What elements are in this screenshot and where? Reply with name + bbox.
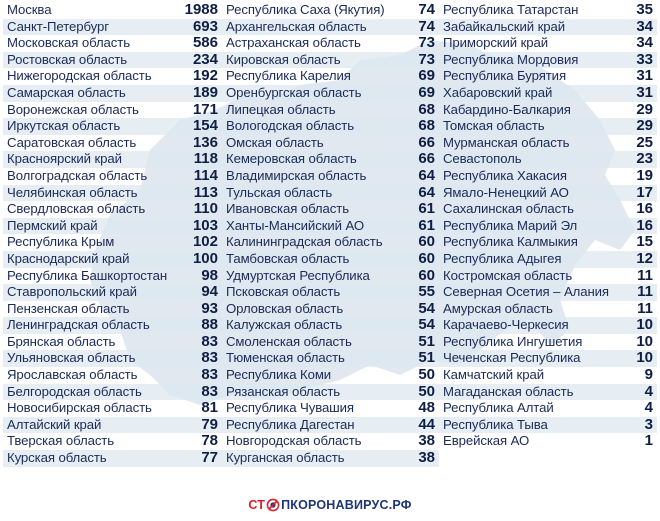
table-row: [222, 384, 439, 401]
region-name: Астраханская область: [226, 35, 361, 51]
region-name: Республика Хакасия: [443, 167, 567, 183]
region-name: Иркутская область: [7, 118, 121, 134]
table-row: [439, 433, 657, 450]
region-name: Сахалинская область: [443, 201, 574, 217]
case-count: 54: [418, 299, 435, 317]
case-count: 118: [193, 150, 218, 168]
case-count: 16: [636, 200, 653, 218]
region-name: Хабаровский край: [443, 84, 553, 100]
table-row: [3, 234, 222, 251]
case-count: 83: [201, 382, 218, 400]
case-count: 31: [636, 83, 653, 101]
region-name: Республика Тыва: [443, 416, 548, 432]
region-name: Новосибирская область: [7, 400, 152, 416]
table-row: [222, 400, 439, 417]
table-row: [3, 102, 222, 119]
case-count: 171: [192, 100, 218, 118]
case-count: 15: [636, 233, 653, 251]
case-count: 31: [636, 67, 653, 85]
region-name: Смоленская область: [226, 333, 352, 349]
table-row: [3, 2, 222, 19]
region-name: Мурманская область: [443, 134, 570, 150]
region-name: Карачаево-Черкесия: [443, 317, 569, 333]
table-row: [3, 384, 222, 401]
case-count: 38: [418, 432, 435, 450]
case-count: 100: [192, 249, 218, 267]
region-name: Москва: [7, 2, 52, 17]
case-count: 234: [192, 50, 218, 68]
case-count: 23: [636, 150, 653, 168]
case-count: 69: [418, 83, 435, 101]
region-name: Приморский край: [443, 35, 548, 51]
case-count: 34: [636, 34, 653, 52]
table-row: [439, 400, 657, 417]
table-row: [222, 218, 439, 235]
region-name: Орловская область: [226, 300, 344, 316]
region-name: Севастополь: [443, 151, 522, 167]
table-row: [3, 284, 222, 301]
table-row: [222, 118, 439, 135]
case-count: 12: [636, 249, 653, 267]
table-row: [439, 284, 657, 301]
table-row: [3, 301, 222, 318]
case-count: 110: [193, 200, 218, 218]
table-row: [222, 268, 439, 285]
case-count: 9: [644, 366, 653, 384]
region-name: Самарская область: [7, 84, 126, 100]
table-row: [3, 218, 222, 235]
column-2: [222, 2, 439, 467]
case-count: 68: [418, 117, 435, 135]
case-count: 81: [201, 399, 218, 417]
region-name: Республика Калмыкия: [443, 234, 578, 250]
table-row: [222, 2, 439, 19]
case-count: 50: [418, 366, 435, 384]
region-name: Краснодарский край: [7, 250, 130, 266]
region-name: Калужская область: [226, 317, 343, 333]
region-name: Омская область: [226, 134, 324, 150]
table-row: [222, 317, 439, 334]
region-name: Ульяновская область: [7, 350, 136, 366]
case-count: 102: [192, 233, 218, 251]
region-name: Республика Алтай: [443, 400, 554, 416]
table-row: [439, 334, 657, 351]
table-row: [439, 350, 657, 367]
table-row: [439, 85, 657, 102]
table-row: [222, 68, 439, 85]
region-name: Пензенская область: [7, 300, 130, 316]
logo-part-2: ПКОРОНАВИРУС.РФ: [281, 498, 412, 512]
table-row: [3, 151, 222, 168]
case-count: 68: [418, 100, 435, 118]
table-row: [439, 135, 657, 152]
table-row: [222, 450, 439, 467]
table-row: [439, 234, 657, 251]
region-name: Нижегородская область: [7, 68, 152, 84]
table-row: [3, 251, 222, 268]
case-count: 33: [636, 50, 653, 68]
region-name: Республика Ингушетия: [443, 333, 583, 349]
region-name: Республика Саха (Якутия): [226, 2, 385, 17]
table-row: [439, 19, 657, 36]
logo-part-1: СТ: [248, 498, 266, 512]
region-name: Архангельская область: [226, 18, 367, 34]
case-count: 83: [201, 349, 218, 367]
region-name: Кировская область: [226, 51, 341, 67]
case-count: 60: [418, 249, 435, 267]
region-name: Ивановская область: [226, 201, 349, 217]
table-row: [3, 35, 222, 52]
table-row: [3, 350, 222, 367]
case-count: 77: [201, 449, 218, 467]
region-name: Тверская область: [7, 433, 115, 449]
case-count: 29: [636, 100, 653, 118]
table-row: [3, 118, 222, 135]
region-name: Ярославская область: [7, 367, 138, 383]
table-row: [222, 350, 439, 367]
table-row: [3, 334, 222, 351]
case-count: 94: [201, 283, 218, 301]
table-row: [439, 185, 657, 202]
table-row: [439, 367, 657, 384]
region-name: Санкт-Петербург: [7, 18, 109, 34]
region-name: Липецкая область: [226, 101, 336, 117]
region-name: Брянская область: [7, 333, 116, 349]
table-row: [222, 52, 439, 69]
footer: [0, 496, 660, 514]
case-count: 74: [418, 1, 435, 18]
table-row: [3, 450, 222, 467]
region-name: Республика Карелия: [226, 68, 351, 84]
table-row: [3, 317, 222, 334]
case-count: 66: [418, 133, 435, 151]
region-name: Республика Мордовия: [443, 51, 579, 67]
case-count: 693: [192, 17, 218, 35]
table-row: [222, 251, 439, 268]
region-name: Северная Осетия – Алания: [443, 284, 609, 300]
region-name: Республика Башкортостан: [7, 267, 167, 283]
table-row: [222, 151, 439, 168]
case-count: 16: [636, 216, 653, 234]
case-count: 69: [418, 67, 435, 85]
case-count: 11: [637, 266, 653, 284]
case-count: 55: [418, 283, 435, 301]
table-row: [222, 35, 439, 52]
table-row: [3, 68, 222, 85]
region-name: Курская область: [7, 450, 107, 466]
table-row: [222, 185, 439, 202]
case-count: 4: [644, 382, 653, 400]
region-name: Алтайский край: [7, 416, 102, 432]
case-count: 11: [637, 283, 653, 301]
region-name: Вологодская область: [226, 118, 354, 134]
case-count: 60: [418, 266, 435, 284]
region-name: Ставропольский край: [7, 284, 137, 300]
table-row: [439, 118, 657, 135]
table-row: [439, 218, 657, 235]
stopcoronavirus-logo[interactable]: [248, 498, 411, 512]
region-name: Республика Адыгея: [443, 250, 562, 266]
case-count: 11: [637, 299, 653, 317]
region-name: Ямало-Ненецкий АО: [443, 184, 569, 200]
region-name: Костромская область: [443, 267, 573, 283]
region-name: Удмуртская Республика: [226, 267, 370, 283]
case-count: 113: [193, 183, 218, 201]
region-name: Республика Крым: [7, 234, 115, 250]
region-name: Пермский край: [7, 217, 98, 233]
case-count: 10: [636, 332, 653, 350]
region-name: Кемеровская область: [226, 151, 357, 167]
region-name: Ростовская область: [7, 51, 128, 67]
region-name: Камчатский край: [443, 367, 544, 383]
case-count: 192: [192, 67, 218, 85]
region-name: Республика Марий Эл: [443, 217, 578, 233]
region-name: Белгородская область: [7, 383, 142, 399]
case-count: 1: [644, 432, 653, 450]
case-count: 79: [201, 415, 218, 433]
case-count: 64: [418, 166, 435, 184]
case-count: 154: [192, 117, 218, 135]
region-name: Курганская область: [226, 450, 345, 466]
table-row: [439, 52, 657, 69]
column-1: [3, 2, 222, 467]
region-name: Забайкальский край: [443, 18, 565, 34]
region-name: Еврейская АО: [443, 433, 530, 449]
table-row: [439, 268, 657, 285]
case-count: 64: [418, 183, 435, 201]
case-count: 34: [636, 17, 653, 35]
table-row: [439, 301, 657, 318]
case-count: 48: [418, 399, 435, 417]
region-name: Псковская область: [226, 284, 341, 300]
case-count: 88: [201, 316, 218, 334]
table-row: [3, 433, 222, 450]
table-row: [222, 417, 439, 434]
region-name: Магаданская область: [443, 383, 574, 399]
table-row: [3, 367, 222, 384]
case-count: 50: [418, 382, 435, 400]
table-row: [439, 68, 657, 85]
table-row: [3, 268, 222, 285]
table-row: [222, 301, 439, 318]
table-row: [222, 367, 439, 384]
table-row: [3, 168, 222, 185]
case-count: 189: [192, 83, 218, 101]
region-name: Республика Чувашия: [226, 400, 354, 416]
region-name: Ханты-Мансийский АО: [226, 217, 365, 233]
table-row: [3, 19, 222, 36]
region-name: Республика Коми: [226, 367, 332, 383]
table-row: [222, 19, 439, 36]
region-name: Оренбургская область: [226, 84, 362, 100]
case-count: 66: [418, 150, 435, 168]
region-name: Республика Дагестан: [226, 416, 355, 432]
case-count: 136: [192, 133, 218, 151]
case-count: 17: [636, 183, 653, 201]
case-count: 103: [192, 216, 218, 234]
case-count: 61: [418, 200, 435, 218]
table-row: [222, 334, 439, 351]
table-row: [439, 417, 657, 434]
table-row: [3, 85, 222, 102]
case-count: 51: [418, 349, 435, 367]
region-name: Свердловская область: [7, 201, 146, 217]
case-count: 44: [418, 415, 435, 433]
region-name: Республика Татарстан: [443, 2, 579, 17]
table-row: [439, 102, 657, 119]
case-count: 25: [636, 133, 653, 151]
table-row: [439, 251, 657, 268]
region-name: Амурская область: [443, 300, 553, 316]
region-name: Владимирская область: [226, 167, 367, 183]
region-name: Волгоградская область: [7, 167, 148, 183]
case-count: 93: [201, 299, 218, 317]
region-name: Томская область: [443, 118, 545, 134]
table-row: [439, 317, 657, 334]
region-name: Саратовская область: [7, 134, 137, 150]
table-row: [3, 185, 222, 202]
table-row: [439, 35, 657, 52]
table-row: [222, 201, 439, 218]
case-count: 3: [644, 415, 653, 433]
table-row: [439, 2, 657, 19]
region-name: Чеченская Республика: [443, 350, 581, 366]
case-count: 35: [636, 1, 653, 18]
case-count: 78: [201, 432, 218, 450]
table-row: [222, 168, 439, 185]
table-row: [439, 168, 657, 185]
case-count: 1988: [184, 1, 218, 18]
case-count: 54: [418, 316, 435, 334]
case-count: 114: [193, 166, 218, 184]
region-name: Красноярский край: [7, 151, 122, 167]
case-count: 83: [201, 366, 218, 384]
region-name: Тамбовская область: [226, 250, 350, 266]
case-count: 38: [418, 449, 435, 467]
region-name: Тюменская область: [226, 350, 345, 366]
case-count: 19: [636, 166, 653, 184]
table-row: [3, 417, 222, 434]
table-row: [222, 433, 439, 450]
region-name: Челябинская область: [7, 184, 138, 200]
table-row: [439, 151, 657, 168]
table-row: [439, 384, 657, 401]
table-row: [3, 52, 222, 69]
region-name: Воронежская область: [7, 101, 139, 117]
table-row: [3, 201, 222, 218]
table-row: [222, 135, 439, 152]
case-count: 73: [418, 50, 435, 68]
case-count: 51: [418, 332, 435, 350]
region-name: Ленинградская область: [7, 317, 150, 333]
column-3: [439, 2, 657, 450]
table-row: [222, 284, 439, 301]
region-name: Новгородская область: [226, 433, 362, 449]
table-row: [222, 234, 439, 251]
table-row: [222, 85, 439, 102]
case-count: 10: [636, 316, 653, 334]
table-row: [3, 400, 222, 417]
case-count: 73: [418, 34, 435, 52]
case-count: 74: [418, 17, 435, 35]
case-count: 98: [201, 266, 218, 284]
case-count: 586: [192, 34, 218, 52]
region-name: Калининградская область: [226, 234, 383, 250]
table-row: [3, 135, 222, 152]
region-name: Кабардино-Балкария: [443, 101, 571, 117]
case-count: 83: [201, 332, 218, 350]
stop-virus-icon: [266, 498, 280, 512]
table-row: [439, 201, 657, 218]
region-name: Республика Бурятия: [443, 68, 566, 84]
case-count: 29: [636, 117, 653, 135]
case-count: 61: [418, 216, 435, 234]
case-count: 10: [636, 349, 653, 367]
region-name: Московская область: [7, 35, 130, 51]
region-name: Рязанская область: [226, 383, 341, 399]
region-name: Тульская область: [226, 184, 333, 200]
case-count: 60: [418, 233, 435, 251]
case-count: 4: [644, 399, 653, 417]
table-row: [222, 102, 439, 119]
